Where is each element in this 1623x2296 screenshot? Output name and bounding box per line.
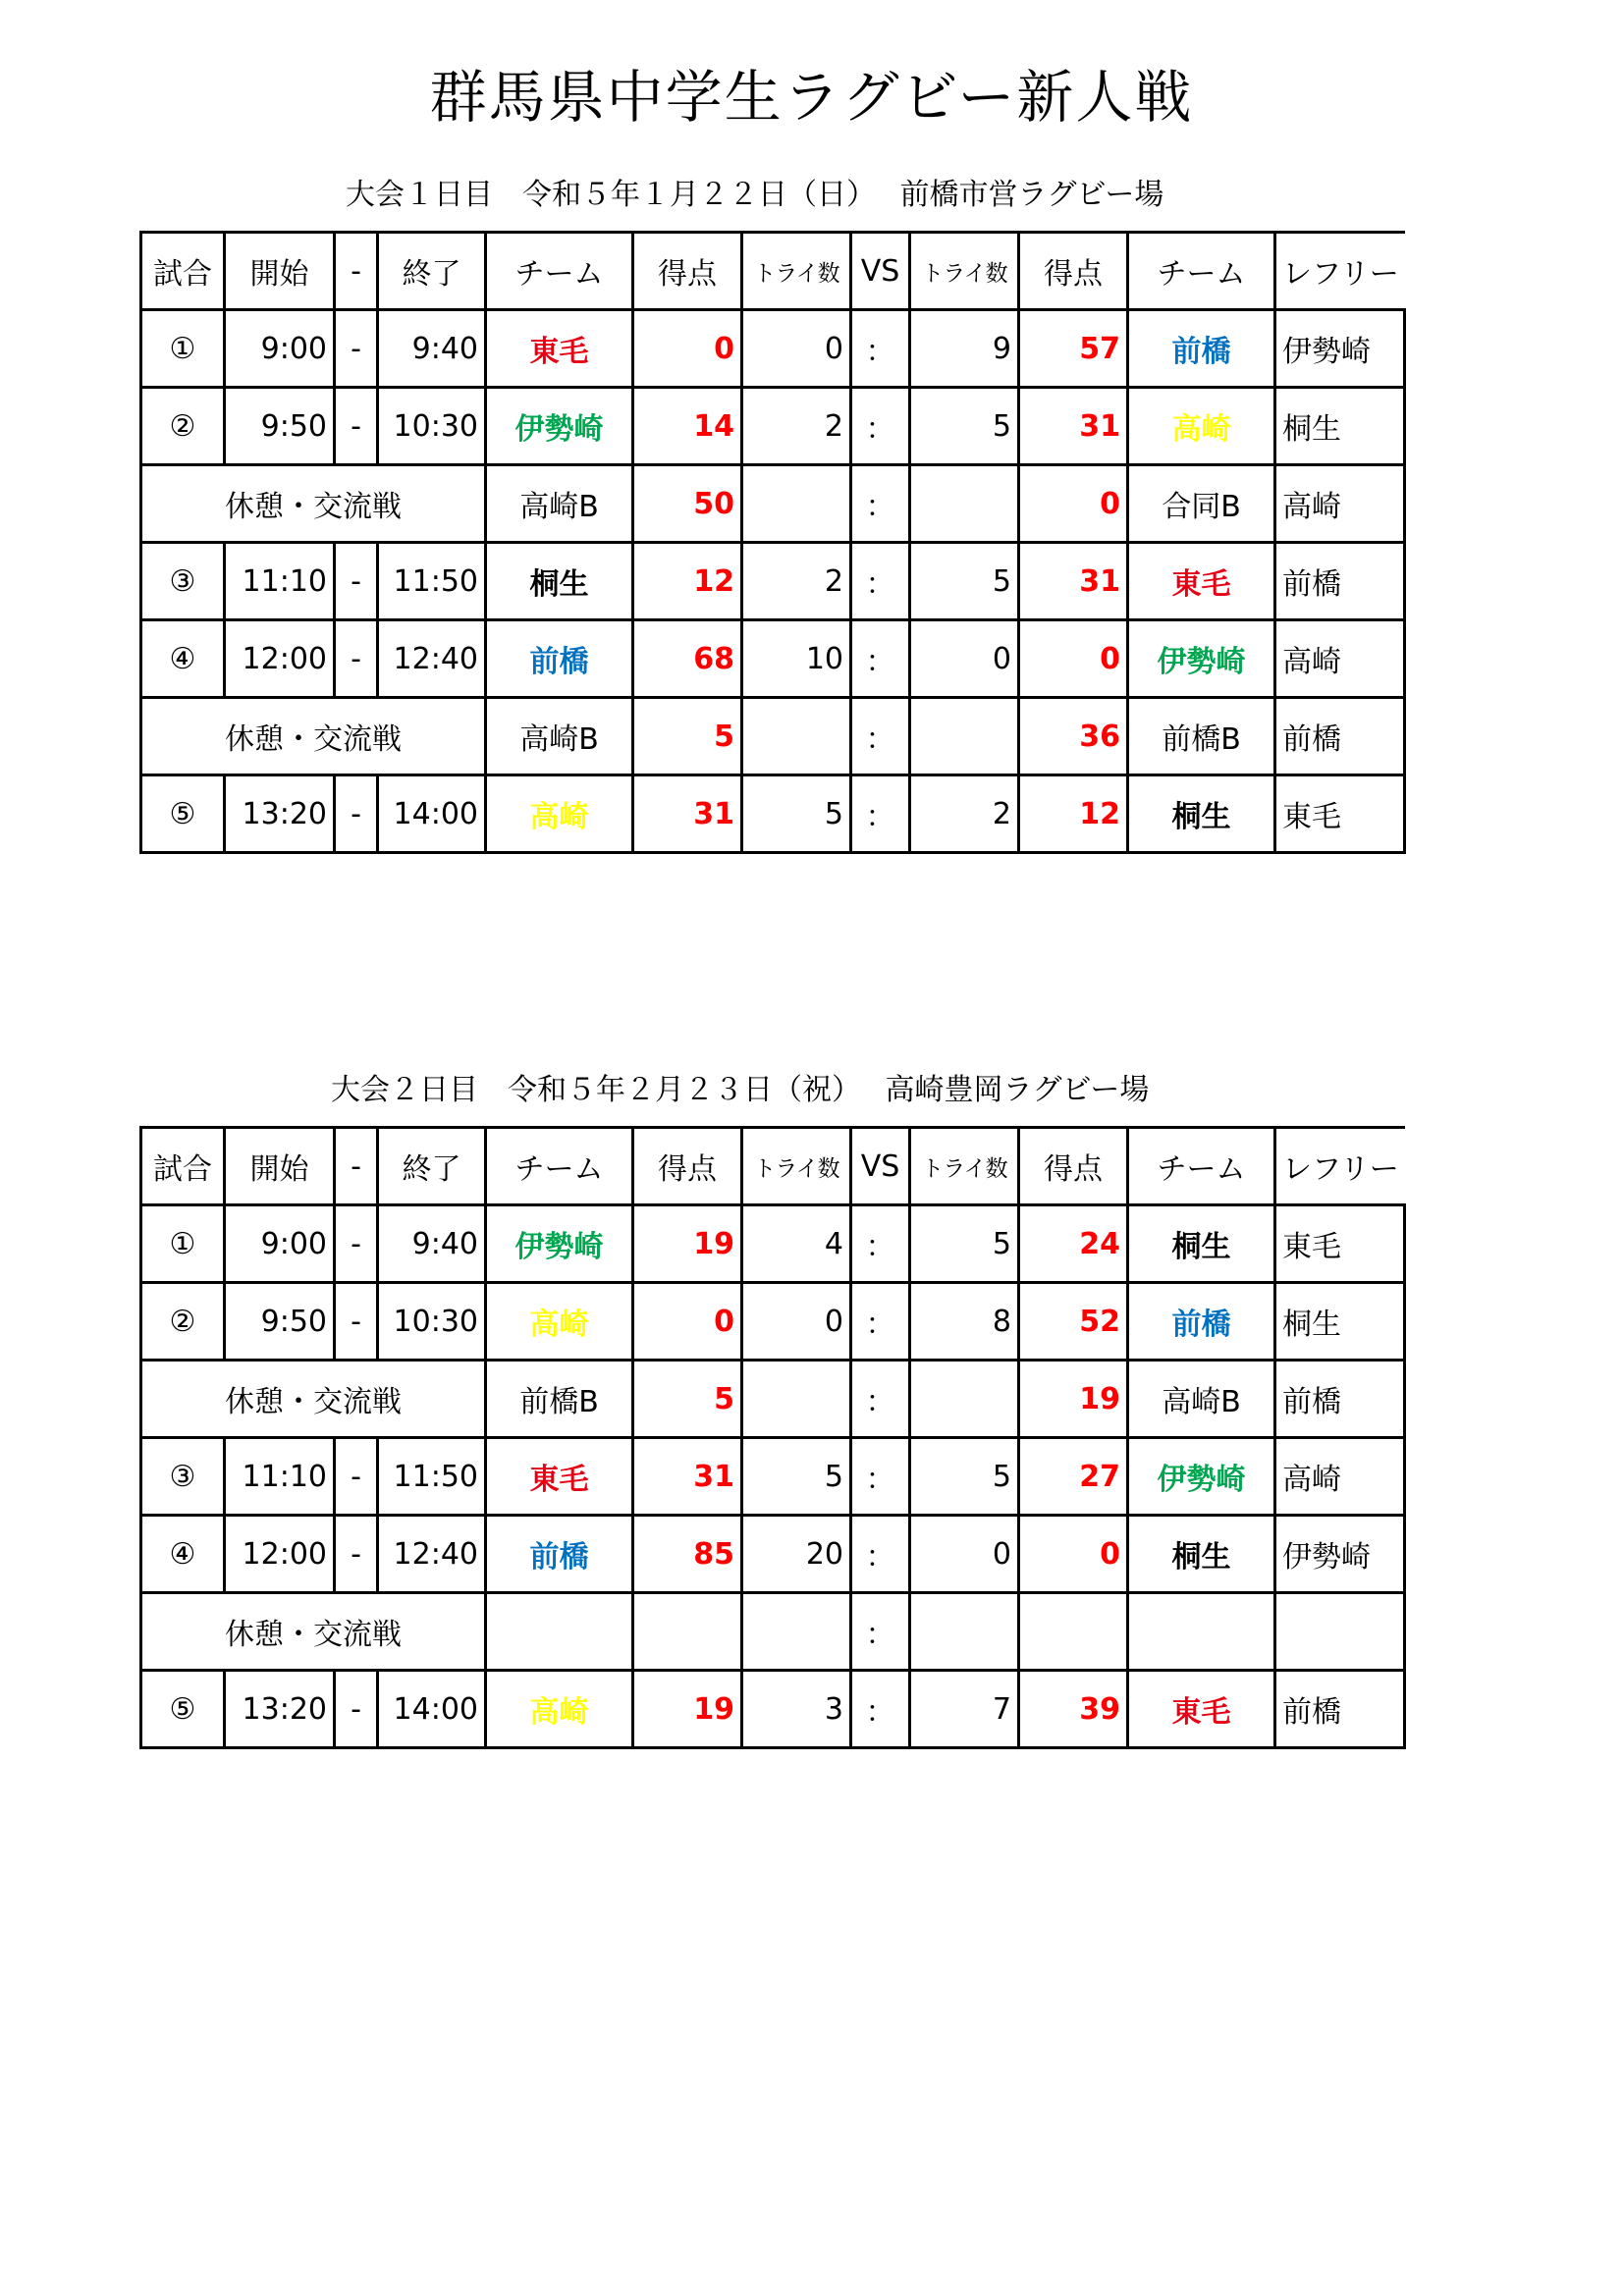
team2-score: 0 [1019, 465, 1128, 543]
team2-tries: 5 [910, 1438, 1019, 1516]
referee: 東毛 [1275, 775, 1405, 853]
team1-name: 高崎B [486, 698, 633, 775]
team2-tries: 8 [910, 1283, 1019, 1361]
match-number: ⑤ [141, 1671, 225, 1748]
dash-header: - [335, 1128, 378, 1205]
vs-separator: ： [851, 1516, 910, 1593]
match-row [141, 310, 1405, 388]
team2-name: 伊勢崎 [1128, 1438, 1275, 1516]
team2-header: チーム [1128, 233, 1275, 310]
team1-tries [742, 698, 851, 775]
start-time: 9:50 [225, 388, 335, 465]
vs-separator: ： [851, 775, 910, 853]
end-time: 12:40 [378, 620, 486, 698]
team1-header: チーム [486, 233, 633, 310]
match-number: ② [141, 1283, 225, 1361]
team1-name: 高崎 [486, 1283, 633, 1361]
start-time: 12:00 [225, 1516, 335, 1593]
team1-name: 高崎B [486, 465, 633, 543]
team2-name: 高崎 [1128, 388, 1275, 465]
start-time: 11:10 [225, 1438, 335, 1516]
team2-tries: 5 [910, 1205, 1019, 1283]
break-label: 休憩・交流戦 [141, 1593, 486, 1671]
team1-name: 高崎 [486, 1671, 633, 1748]
start-time: 12:00 [225, 620, 335, 698]
team1-tries [742, 1593, 851, 1671]
tries1-header: トライ数 [742, 1128, 851, 1205]
team2-score: 24 [1019, 1205, 1128, 1283]
match-row [141, 1516, 1405, 1593]
referee: 東毛 [1275, 1205, 1405, 1283]
team1-score: 5 [633, 698, 742, 775]
team2-name [1128, 1593, 1275, 1671]
team2-name: 前橋 [1128, 1283, 1275, 1361]
vs-separator: ： [851, 1438, 910, 1516]
team2-name: 前橋 [1128, 310, 1275, 388]
team1-tries: 4 [742, 1205, 851, 1283]
team2-score [1019, 1593, 1128, 1671]
team2-tries: 2 [910, 775, 1019, 853]
break-row [141, 1361, 1405, 1438]
referee: 桐生 [1275, 388, 1405, 465]
time-dash: - [335, 1516, 378, 1593]
team2-tries: 5 [910, 543, 1019, 620]
team1-score: 19 [633, 1205, 742, 1283]
break-label: 休憩・交流戦 [141, 465, 486, 543]
day1-header: 大会１日目 令和５年１月２２日（日） 前橋市営ラグビー場 [346, 178, 1164, 212]
team1-score: 19 [633, 1671, 742, 1748]
team1-tries: 5 [742, 775, 851, 853]
team2-tries: 0 [910, 620, 1019, 698]
dash-header: - [335, 233, 378, 310]
team1-tries: 2 [742, 543, 851, 620]
time-dash: - [335, 388, 378, 465]
page-title: 群馬県中学生ラグビー新人戦 [429, 64, 1194, 131]
team1-score: 31 [633, 1438, 742, 1516]
team2-name: 桐生 [1128, 1205, 1275, 1283]
break-label: 休憩・交流戦 [141, 1361, 486, 1438]
time-dash: - [335, 310, 378, 388]
team1-score: 68 [633, 620, 742, 698]
team2-name: 伊勢崎 [1128, 620, 1275, 698]
vs-separator: ： [851, 1593, 910, 1671]
referee-header: レフリー [1275, 233, 1405, 310]
referee-header: レフリー [1275, 1128, 1405, 1205]
team2-name: 合同B [1128, 465, 1275, 543]
break-row [141, 465, 1405, 543]
match-row [141, 1283, 1405, 1361]
team2-tries [910, 465, 1019, 543]
team2-score: 52 [1019, 1283, 1128, 1361]
time-dash: - [335, 1438, 378, 1516]
match-row [141, 775, 1405, 853]
team1-name: 桐生 [486, 543, 633, 620]
vs-separator: ： [851, 465, 910, 543]
match-number: ③ [141, 543, 225, 620]
team2-score: 39 [1019, 1671, 1128, 1748]
team2-tries: 0 [910, 1516, 1019, 1593]
team1-tries: 0 [742, 1283, 851, 1361]
day2-header: 大会２日目 令和５年２月２３日（祝） 高崎豊岡ラグビー場 [331, 1073, 1150, 1107]
match-number: ③ [141, 1438, 225, 1516]
score2-header: 得点 [1019, 1128, 1128, 1205]
referee: 前橋 [1275, 1671, 1405, 1748]
start-time: 11:10 [225, 543, 335, 620]
team2-score: 12 [1019, 775, 1128, 853]
vs-separator: ： [851, 620, 910, 698]
day2-schedule-table [139, 1126, 1406, 1749]
team1-name: 前橋 [486, 620, 633, 698]
end-time: 9:40 [378, 310, 486, 388]
start-time: 9:50 [225, 1283, 335, 1361]
match-number: ⑤ [141, 775, 225, 853]
tries2-header: トライ数 [910, 233, 1019, 310]
team1-name: 前橋B [486, 1361, 633, 1438]
break-row [141, 1593, 1405, 1671]
team2-name: 高崎B [1128, 1361, 1275, 1438]
team2-tries [910, 698, 1019, 775]
end-time: 9:40 [378, 1205, 486, 1283]
team1-tries [742, 465, 851, 543]
time-dash: - [335, 620, 378, 698]
team1-tries: 2 [742, 388, 851, 465]
referee: 伊勢崎 [1275, 310, 1405, 388]
end-time: 11:50 [378, 1438, 486, 1516]
referee: 前橋 [1275, 1361, 1405, 1438]
team1-score: 14 [633, 388, 742, 465]
vs-separator: ： [851, 310, 910, 388]
score2-header: 得点 [1019, 233, 1128, 310]
team1-tries: 5 [742, 1438, 851, 1516]
match-row [141, 620, 1405, 698]
team1-tries [742, 1361, 851, 1438]
time-dash: - [335, 1205, 378, 1283]
time-dash: - [335, 775, 378, 853]
end-header: 終了 [378, 1128, 486, 1205]
break-label: 休憩・交流戦 [141, 698, 486, 775]
score1-header: 得点 [633, 233, 742, 310]
end-time: 11:50 [378, 543, 486, 620]
vs-separator: ： [851, 543, 910, 620]
referee [1275, 1593, 1405, 1671]
team2-name: 桐生 [1128, 775, 1275, 853]
team2-header: チーム [1128, 1128, 1275, 1205]
end-time: 14:00 [378, 1671, 486, 1748]
start-header: 開始 [225, 233, 335, 310]
referee: 高崎 [1275, 620, 1405, 698]
team2-tries [910, 1361, 1019, 1438]
match-number: ④ [141, 1516, 225, 1593]
header-row [141, 233, 1405, 310]
start-time: 9:00 [225, 310, 335, 388]
vs-separator: ： [851, 1283, 910, 1361]
tries2-header: トライ数 [910, 1128, 1019, 1205]
team2-name: 桐生 [1128, 1516, 1275, 1593]
team2-tries: 9 [910, 310, 1019, 388]
match-number: ④ [141, 620, 225, 698]
team1-name: 前橋 [486, 1516, 633, 1593]
team1-score: 0 [633, 310, 742, 388]
team2-score: 27 [1019, 1438, 1128, 1516]
team2-tries: 5 [910, 388, 1019, 465]
team1-name: 伊勢崎 [486, 1205, 633, 1283]
match-row [141, 1205, 1405, 1283]
vs-separator: ： [851, 1671, 910, 1748]
referee: 高崎 [1275, 465, 1405, 543]
team2-score: 19 [1019, 1361, 1128, 1438]
time-dash: - [335, 543, 378, 620]
team2-tries [910, 1593, 1019, 1671]
match-row [141, 388, 1405, 465]
team1-name: 高崎 [486, 775, 633, 853]
team1-header: チーム [486, 1128, 633, 1205]
day1-schedule-table [139, 231, 1406, 854]
vs-separator: ： [851, 698, 910, 775]
vs-header: VS [851, 1128, 910, 1205]
start-header: 開始 [225, 1128, 335, 1205]
match-row [141, 1671, 1405, 1748]
vs-header: VS [851, 233, 910, 310]
team2-score: 0 [1019, 1516, 1128, 1593]
header-row [141, 1128, 1405, 1205]
vs-separator: ： [851, 388, 910, 465]
team1-score: 85 [633, 1516, 742, 1593]
time-dash: - [335, 1283, 378, 1361]
team2-tries: 7 [910, 1671, 1019, 1748]
vs-separator: ： [851, 1205, 910, 1283]
team1-tries: 3 [742, 1671, 851, 1748]
referee: 伊勢崎 [1275, 1516, 1405, 1593]
end-time: 14:00 [378, 775, 486, 853]
match-row [141, 1438, 1405, 1516]
match-number: ① [141, 310, 225, 388]
team2-score: 31 [1019, 388, 1128, 465]
time-dash: - [335, 1671, 378, 1748]
end-header: 終了 [378, 233, 486, 310]
tries1-header: トライ数 [742, 233, 851, 310]
end-time: 12:40 [378, 1516, 486, 1593]
referee: 前橋 [1275, 543, 1405, 620]
team1-name [486, 1593, 633, 1671]
team2-name: 東毛 [1128, 543, 1275, 620]
team1-tries: 10 [742, 620, 851, 698]
start-time: 9:00 [225, 1205, 335, 1283]
match-number: ② [141, 388, 225, 465]
match-number: ① [141, 1205, 225, 1283]
end-time: 10:30 [378, 388, 486, 465]
team2-score: 36 [1019, 698, 1128, 775]
referee: 高崎 [1275, 1438, 1405, 1516]
team1-score [633, 1593, 742, 1671]
vs-separator: ： [851, 1361, 910, 1438]
referee: 桐生 [1275, 1283, 1405, 1361]
end-time: 10:30 [378, 1283, 486, 1361]
team1-score: 12 [633, 543, 742, 620]
match-no-header: 試合 [141, 233, 225, 310]
team2-score: 31 [1019, 543, 1128, 620]
start-time: 13:20 [225, 775, 335, 853]
team1-tries: 0 [742, 310, 851, 388]
team2-name: 東毛 [1128, 1671, 1275, 1748]
team1-name: 東毛 [486, 310, 633, 388]
start-time: 13:20 [225, 1671, 335, 1748]
break-row [141, 698, 1405, 775]
team1-name: 東毛 [486, 1438, 633, 1516]
team1-tries: 20 [742, 1516, 851, 1593]
team2-score: 57 [1019, 310, 1128, 388]
match-row [141, 543, 1405, 620]
match-no-header: 試合 [141, 1128, 225, 1205]
team1-score: 50 [633, 465, 742, 543]
team2-score: 0 [1019, 620, 1128, 698]
team1-score: 5 [633, 1361, 742, 1438]
team1-name: 伊勢崎 [486, 388, 633, 465]
score1-header: 得点 [633, 1128, 742, 1205]
team1-score: 31 [633, 775, 742, 853]
team2-name: 前橋B [1128, 698, 1275, 775]
referee: 前橋 [1275, 698, 1405, 775]
team1-score: 0 [633, 1283, 742, 1361]
